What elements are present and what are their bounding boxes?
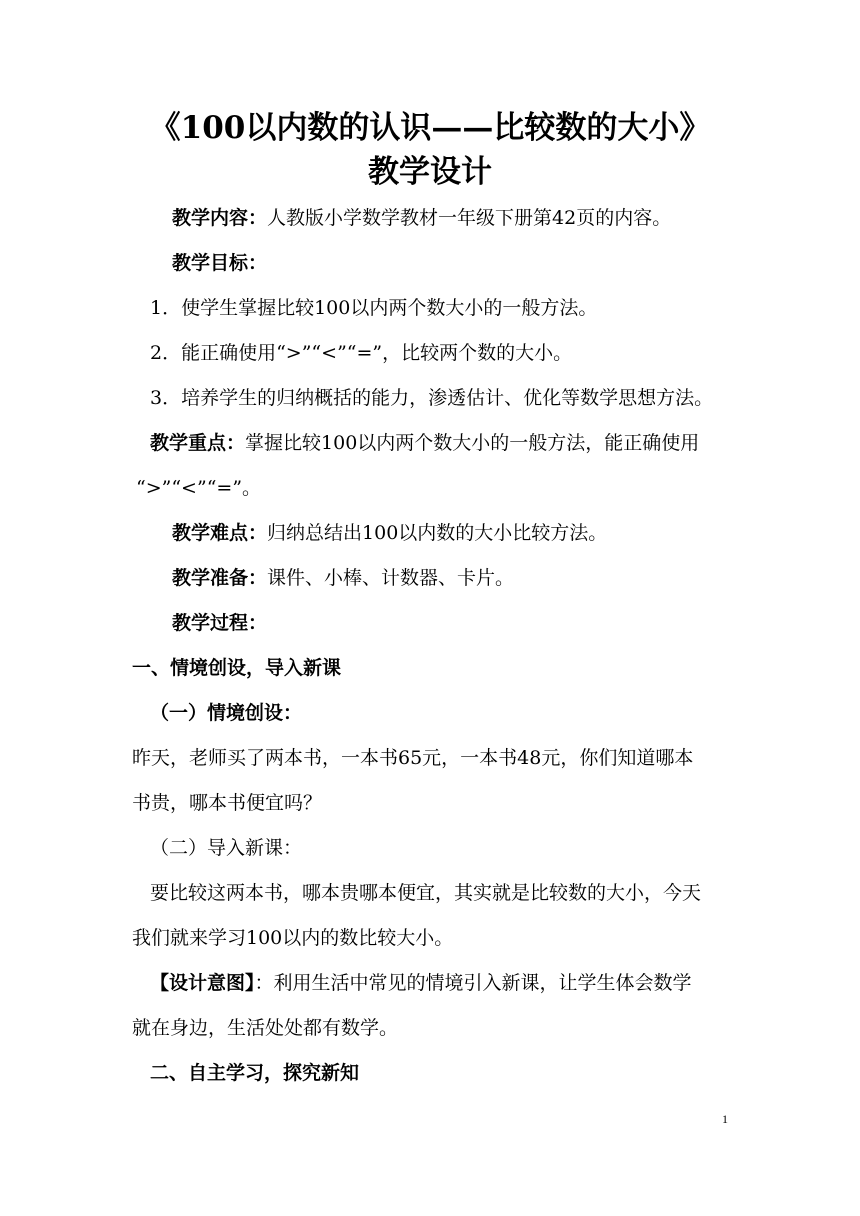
document-subtitle: 教学设计 [368,154,492,190]
subsection-1-text: 昨天，老师买了两本书，一本书65元，一本书48元，你们知道哪本 [132,747,694,769]
key-label: 教学重点： [150,432,246,454]
difficulty-label: 教学难点： [172,522,268,544]
process-label: 教学过程： [172,612,268,634]
document-title: 《100以内数的认识——比较数的大小》 [149,110,711,146]
subsection-1-heading: （一）情境创设： [150,702,303,724]
subsection-1-text-continued: 书贵，哪本书便宜吗？ [132,792,323,814]
content-text: 人教版小学数学教材一年级下册第42页的内容。 [267,207,672,229]
goals-label: 教学目标： [172,252,268,274]
page-number: 1 [722,1112,728,1126]
content-label: 教学内容： [172,207,268,229]
section-1-heading: 一、情境创设，导入新课 [132,657,342,679]
subsection-2-text: 要比较这两本书，哪本贵哪本便宜，其实就是比较数的大小，今天 [150,882,702,904]
section-2-heading: 二、自主学习，探究新知 [150,1062,360,1084]
prep-label: 教学准备： [172,567,268,589]
design-intent-paragraph [150,970,692,996]
subsection-2-heading: （二）导入新课： [150,837,303,859]
key-paragraph [150,430,699,456]
design-intent-text: ：利用生活中常见的情境引入新课，让学生体会数学 [254,972,692,994]
design-intent-text-continued: 就在身边，生活处处都有数学。 [132,1017,399,1039]
difficulty-text: 归纳总结出100以内数的大小比较方法。 [267,522,608,544]
design-intent-label: 【设计意图】 [150,972,255,994]
content-paragraph [172,205,671,231]
prep-paragraph [172,565,514,591]
difficulty-paragraph [172,520,607,546]
key-text: 掌握比较100以内两个数大小的一般方法，能正确使用 [245,432,700,454]
key-text-continued: “>”“<”“=”。 [136,477,262,499]
goal-item-3: 3．培养学生的归纳概括的能力，渗透估计、优化等数学思想方法。 [150,387,714,409]
goal-item-1: 1．使学生掌握比较100以内两个数大小的一般方法。 [150,297,598,319]
subsection-2-text-continued: 我们就来学习100以内的数比较大小。 [132,927,454,949]
goal-item-2: 2．能正确使用“>”“<”“=”，比较两个数的大小。 [150,342,573,364]
prep-text: 课件、小棒、计数器、卡片。 [267,567,515,589]
